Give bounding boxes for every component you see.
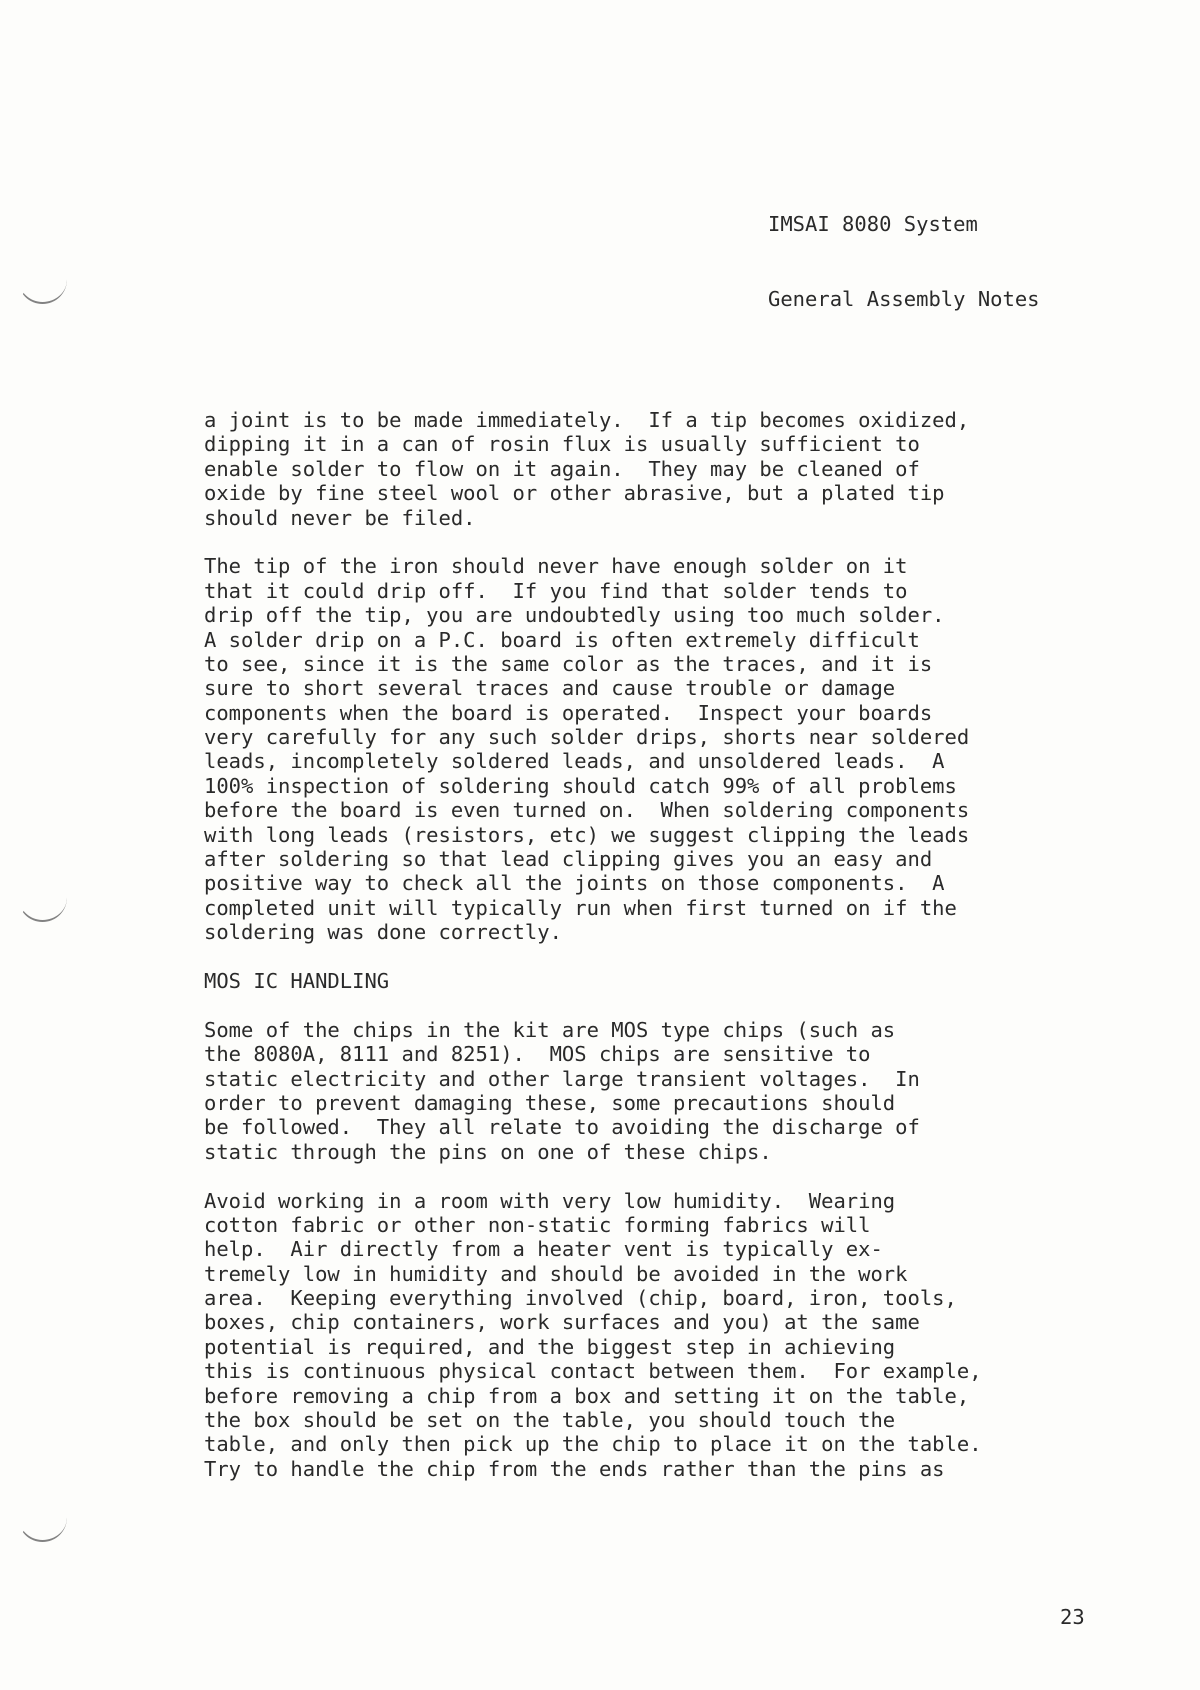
- text-line: a joint is to be made immediately. If a tip becomes oxidized,: [204, 408, 970, 432]
- text-line: order to prevent damaging these, some precautions should: [204, 1090, 896, 1115]
- binder-hole-mark: [18, 1500, 67, 1542]
- text-line: the 8080A, 8111 and 8251). MOS chips are sensitive to: [204, 1042, 871, 1067]
- header-subtitle: General Assembly Notes: [768, 287, 1040, 311]
- text-line: MOS IC HANDLING: [204, 968, 390, 993]
- text-line: dipping it in a can of rosin flux is usually sufficient to: [204, 432, 920, 457]
- text-line: with long leads (resistors, etc) we suggest clipping the leads: [204, 822, 970, 847]
- binder-hole-mark: [18, 262, 67, 304]
- body-text: [204, 408, 1144, 1506]
- text-line: help. Air directly from a heater vent is typically ex-: [204, 1237, 883, 1262]
- text-line: after soldering so that lead clipping gives you an easy and: [204, 847, 933, 872]
- text-line: boxes, chip containers, work surfaces and you) at the same: [204, 1310, 920, 1335]
- text-line: should never be filed.: [204, 505, 476, 530]
- page-number: 23: [1060, 1605, 1085, 1629]
- text-line: static through the pins on one of these chips.: [204, 1139, 772, 1164]
- text-line: be followed. They all relate to avoiding the discharge of: [204, 1115, 920, 1140]
- text-line: Try to handle the chip from the ends rather than the pins as: [204, 1456, 945, 1481]
- text-line: leads, incompletely soldered leads, and unsoldered leads. A: [204, 749, 945, 774]
- text-line: components when the board is operated. Inspect your boards: [204, 700, 933, 725]
- text-line: the box should be set on the table, you should touch the: [204, 1408, 896, 1433]
- section-heading: [204, 969, 1144, 993]
- text-line: table, and only then pick up the chip to place it on the table.: [204, 1432, 982, 1457]
- text-line: Some of the chips in the kit are MOS type chips (such as: [204, 1017, 896, 1042]
- text-line: before the board is even turned on. When soldering components: [204, 798, 970, 823]
- text-line: completed unit will typically run when first turned on if the: [204, 895, 957, 920]
- text-line: to see, since it is the same color as the traces, and it is: [204, 651, 933, 676]
- text-line: soldering was done correctly.: [204, 920, 562, 945]
- text-line: positive way to check all the joints on those components. A: [204, 871, 945, 896]
- paragraph: [204, 408, 1144, 530]
- text-line: tremely low in humidity and should be avoided in the work: [204, 1261, 908, 1286]
- binder-hole-mark: [18, 880, 67, 922]
- text-line: potential is required, and the biggest step in achieving: [204, 1334, 896, 1359]
- paragraph: [204, 1189, 1144, 1482]
- text-line: 100% inspection of soldering should catch 99% of all problems: [204, 773, 957, 798]
- text-line: Avoid working in a room with very low humidity. Wearing: [204, 1188, 896, 1213]
- paragraph: [204, 554, 1144, 944]
- text-line: static electricity and other large transient voltages. In: [204, 1066, 920, 1091]
- text-line: oxide by fine steel wool or other abrasive, but a plated tip: [204, 481, 945, 506]
- paragraph: [204, 1018, 1144, 1164]
- text-line: A solder drip on a P.C. board is often extremely difficult: [204, 627, 920, 652]
- text-line: drip off the tip, you are undoubtedly using too much solder.: [204, 603, 945, 628]
- text-line: enable solder to flow on it again. They may be cleaned of: [204, 456, 920, 481]
- text-line: before removing a chip from a box and setting it on the table,: [204, 1383, 970, 1408]
- text-line: this is continuous physical contact between them. For example,: [204, 1359, 982, 1384]
- text-line: very carefully for any such solder drips, shorts near soldered: [204, 725, 970, 750]
- running-header: [768, 162, 1040, 362]
- header-title: IMSAI 8080 System: [768, 212, 978, 236]
- text-line: that it could drip off. If you find that solder tends to: [204, 578, 908, 603]
- text-line: The tip of the iron should never have enough solder on it: [204, 554, 908, 579]
- text-line: area. Keeping everything involved (chip, board, iron, tools,: [204, 1286, 957, 1311]
- text-line: cotton fabric or other non-static forming fabrics will: [204, 1212, 871, 1237]
- text-line: sure to short several traces and cause trouble or damage: [204, 676, 896, 701]
